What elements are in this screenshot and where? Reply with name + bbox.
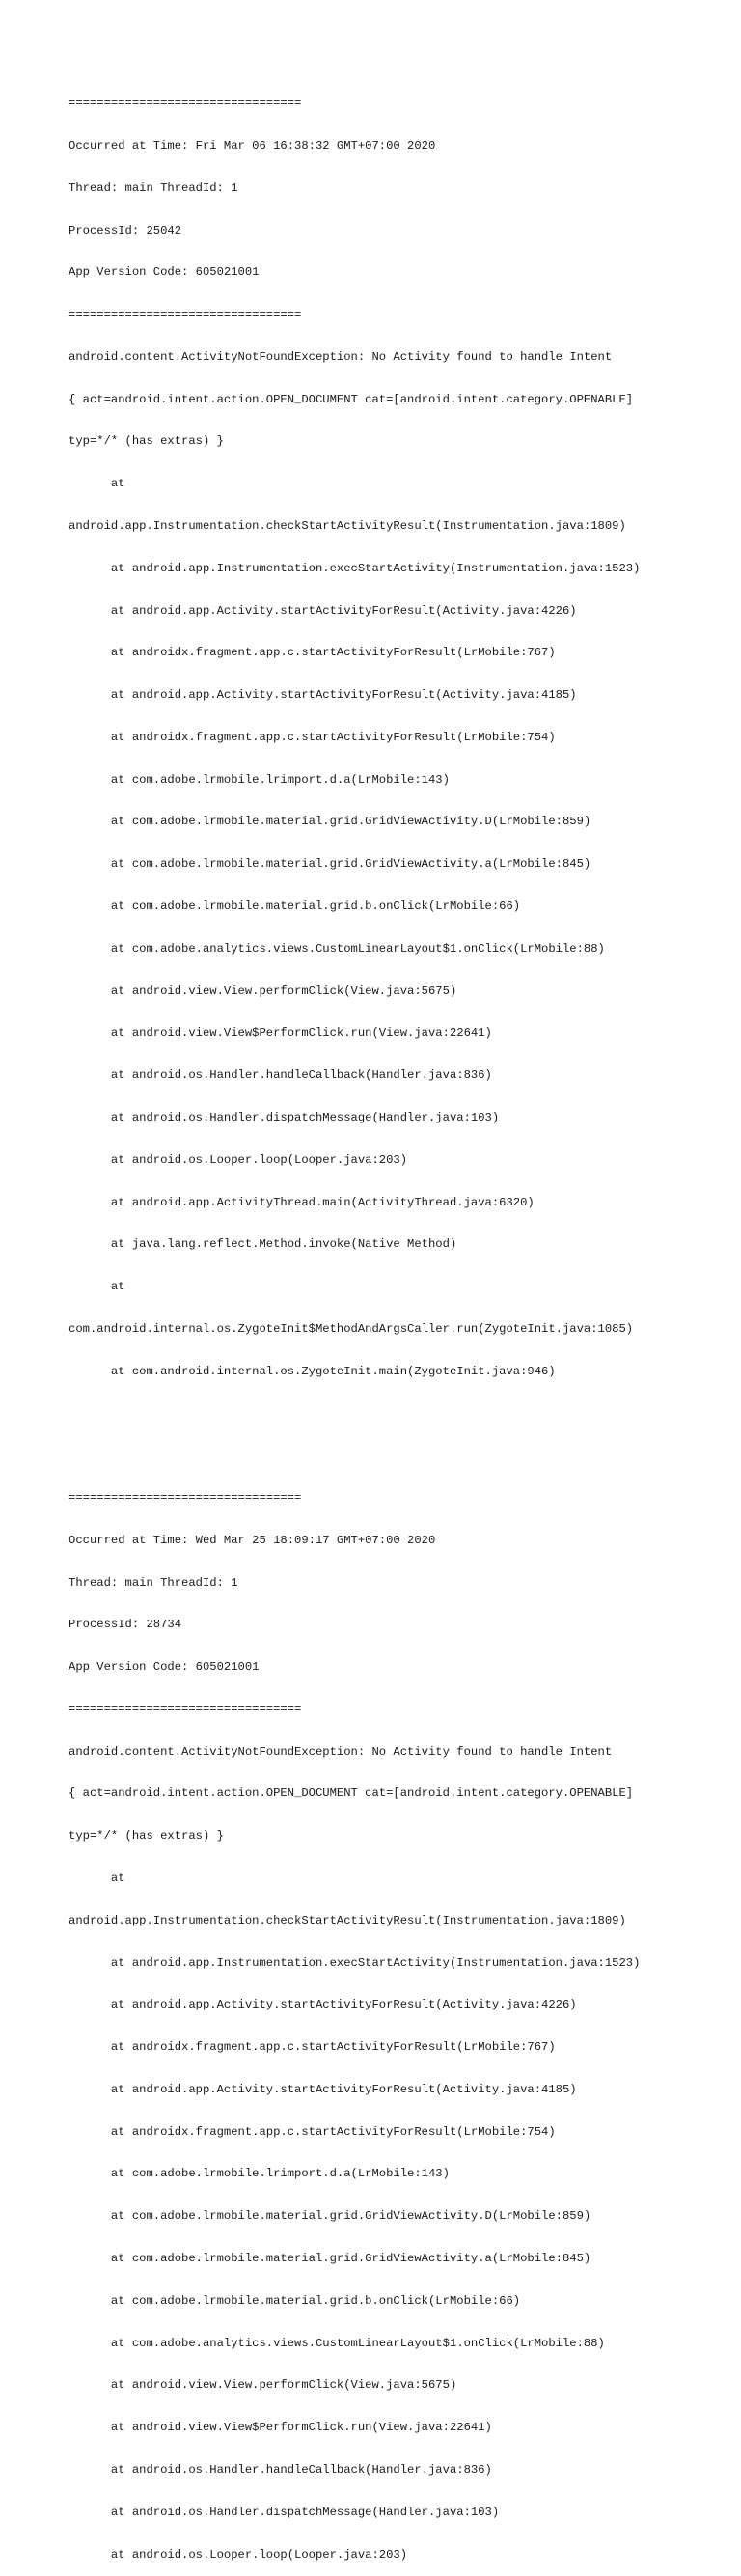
log-line: at: [69, 1280, 125, 1294]
log-line: at java.lang.reflect.Method.invoke(Native Method): [69, 1237, 457, 1252]
crash-log-text: [69, 69, 734, 2576]
log-line: at com.adobe.lrmobile.material.grid.GridViewActivity.a(LrMobile:845): [69, 2252, 591, 2266]
log-line: at android.os.Looper.loop(Looper.java:203): [69, 2547, 408, 2562]
log-line: at android.app.Activity.startActivityForResult(Activity.java:4226): [69, 603, 577, 618]
log-line: at android.app.Activity.startActivityForResult(Activity.java:4185): [69, 688, 577, 703]
log-line: at android.os.Handler.dispatchMessage(Handler.java:103): [69, 1110, 500, 1124]
log-line: Occurred at Time: Wed Mar 25 18:09:17 GMT+07:00 2020: [69, 1533, 436, 1547]
log-line: at androidx.fragment.app.c.startActivityForResult(LrMobile:754): [69, 2124, 556, 2139]
log-line: at com.adobe.lrmobile.material.grid.b.onClick(LrMobile:66): [69, 900, 521, 914]
log-line: at android.view.View$PerformClick.run(View.java:22641): [69, 2421, 492, 2435]
log-line: at android.os.Looper.loop(Looper.java:203): [69, 1152, 408, 1167]
log-line: { act=android.intent.action.OPEN_DOCUMENT cat=[android.intent.category.OPENABLE]: [69, 1787, 634, 1801]
log-line: =================================: [69, 1490, 302, 1505]
log-line: at android.os.Handler.handleCallback(Handler.java:836): [69, 1068, 492, 1083]
log-line: [69, 1449, 734, 1463]
log-line: at com.adobe.lrmobile.lrimport.d.a(LrMobile:143): [69, 2167, 450, 2181]
log-line: at android.os.Handler.dispatchMessage(Handler.java:103): [69, 2505, 500, 2519]
log-line: at: [69, 1871, 125, 1885]
log-line: at android.app.Instrumentation.execStartActivity(Instrumentation.java:1523): [69, 561, 641, 575]
log-line: at android.app.Activity.startActivityForResult(Activity.java:4226): [69, 1998, 577, 2012]
log-line: Thread: main ThreadId: 1: [69, 1575, 238, 1590]
log-line: at android.view.View.performClick(View.java:5675): [69, 983, 457, 998]
log-line: at com.android.internal.os.ZygoteInit.main(ZygoteInit.java:946): [69, 1364, 556, 1378]
log-line: { act=android.intent.action.OPEN_DOCUMENT cat=[android.intent.category.OPENABLE]: [69, 392, 634, 406]
log-line: Occurred at Time: Fri Mar 06 16:38:32 GMT+07:00 2020: [69, 138, 436, 152]
log-line: at android.app.ActivityThread.main(ActivityThread.java:6320): [69, 1195, 535, 1209]
log-line: at com.adobe.lrmobile.material.grid.GridViewActivity.D(LrMobile:859): [69, 815, 591, 829]
log-line: ProcessId: 25042: [69, 223, 182, 237]
log-line: android.app.Instrumentation.checkStartActivityResult(Instrumentation.java:1809): [69, 519, 626, 533]
log-line: =================================: [69, 1702, 302, 1716]
log-line: at com.adobe.lrmobile.material.grid.GridViewActivity.a(LrMobile:845): [69, 857, 591, 872]
log-line: typ=*/* (has extras) }: [69, 1829, 224, 1843]
log-line: at android.view.View.performClick(View.java:5675): [69, 2378, 457, 2393]
log-line: at com.adobe.lrmobile.material.grid.b.onClick(LrMobile:66): [69, 2293, 521, 2308]
log-line: at androidx.fragment.app.c.startActivityForResult(LrMobile:754): [69, 730, 556, 744]
log-line: at androidx.fragment.app.c.startActivityForResult(LrMobile:767): [69, 2040, 556, 2055]
log-line: com.android.internal.os.ZygoteInit$MethodAndArgsCaller.run(ZygoteInit.java:1085): [69, 1321, 634, 1336]
log-line: android.app.Instrumentation.checkStartActivityResult(Instrumentation.java:1809): [69, 1913, 626, 1927]
log-line: typ=*/* (has extras) }: [69, 434, 224, 449]
log-line: App Version Code: 605021001: [69, 265, 260, 280]
log-line: Thread: main ThreadId: 1: [69, 180, 238, 195]
log-line: at: [69, 477, 125, 491]
log-line: android.content.ActivityNotFoundException: No Activity found to handle Intent: [69, 349, 613, 364]
log-line: at com.adobe.lrmobile.material.grid.GridViewActivity.D(LrMobile:859): [69, 2209, 591, 2224]
log-line: [69, 1406, 734, 1421]
log-line: =================================: [69, 308, 302, 322]
log-line: at android.app.Activity.startActivityForResult(Activity.java:4185): [69, 2082, 577, 2096]
log-line: at com.adobe.analytics.views.CustomLinearLayout$1.onClick(LrMobile:88): [69, 2336, 605, 2350]
log-line: at androidx.fragment.app.c.startActivityForResult(LrMobile:767): [69, 646, 556, 660]
log-line: at android.app.Instrumentation.execStartActivity(Instrumentation.java:1523): [69, 1955, 641, 1970]
log-line: App Version Code: 605021001: [69, 1660, 260, 1675]
log-line: android.content.ActivityNotFoundException: No Activity found to handle Intent: [69, 1744, 613, 1759]
log-line: at com.adobe.analytics.views.CustomLinearLayout$1.onClick(LrMobile:88): [69, 941, 605, 956]
log-line: at android.os.Handler.handleCallback(Handler.java:836): [69, 2462, 492, 2477]
log-line: =================================: [69, 97, 302, 111]
log-line: ProcessId: 28734: [69, 1618, 182, 1632]
log-line: at com.adobe.lrmobile.lrimport.d.a(LrMobile:143): [69, 772, 450, 787]
log-line: at android.view.View$PerformClick.run(View.java:22641): [69, 1026, 492, 1040]
